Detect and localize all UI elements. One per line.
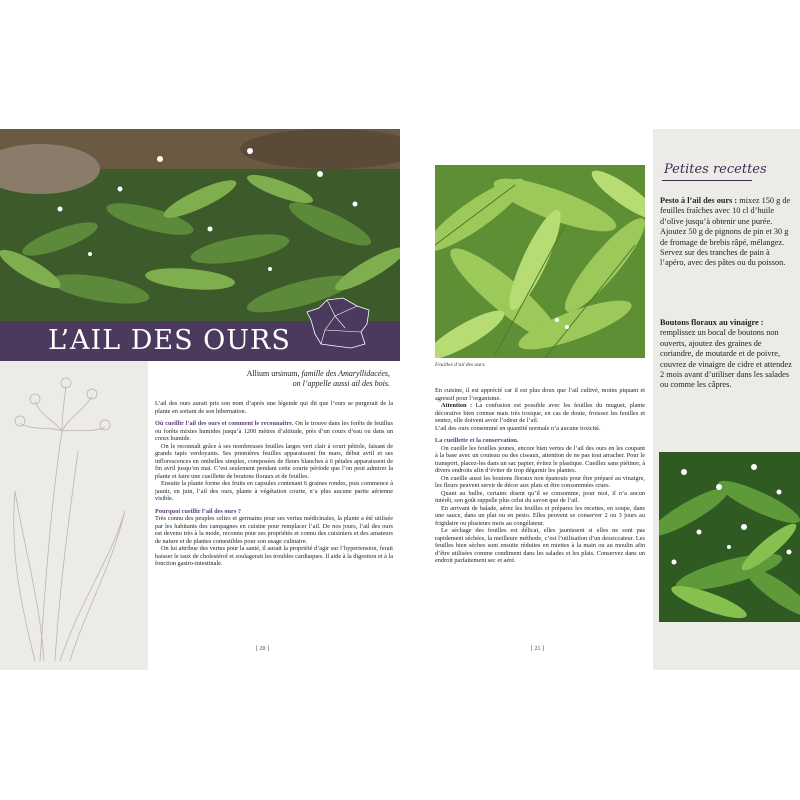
botanical-illustration xyxy=(0,361,148,670)
sidebar-photo-flowers xyxy=(659,452,800,622)
heading-where-text: On le trouve dans les forêts de feuillus ou forêts mixtes humides jusqu’à 1200 mètres d’altitude, près d’un cours d’eau ou dans un creux humide. xyxy=(155,420,393,442)
page-number-right: [ 21 ] xyxy=(531,646,544,652)
heading-why: Pourquoi cueillir l’ail des ours ? xyxy=(155,507,242,515)
paragraph-celtes: Très connu des peuples celtes et germains pour ses vertus médicinales, la plante a été utilisée par les habitants des campagnes en cuisine pour remplacer l’ail. De nos jours, l’ail des ours est devenu très à la mode, reconnu pour ses propriétés et connu des cuisiniers et des amateurs de nature et de plantes comestibles pour son usage culinaire. xyxy=(155,515,393,545)
paragraph-attention xyxy=(435,402,645,425)
latin-name-text: Allium ursinum, xyxy=(246,369,300,378)
recipe-pesto xyxy=(660,196,795,269)
paragraph-boutons: On cueille aussi les boutons floraux non épanouis pour être préparé au vinaigre, les fleurs peuvent servir de décor aux plats et être consommées crues. xyxy=(435,474,645,489)
page-title: L’AIL DES OURS xyxy=(48,325,291,356)
recipe-boutons-title: Boutons floraux au vinaigre : xyxy=(660,318,764,327)
paragraph-cuisine: En cuisine, il est apprécié car il est plus doux que l’ail cultivé, moins piquant et agressif pour l’organisme. xyxy=(435,387,645,402)
sidebar-photo-graphic xyxy=(659,452,800,622)
leaves-photo-graphic xyxy=(435,165,645,358)
left-column-text xyxy=(155,400,393,568)
family-text: famille des Amaryllidacées, xyxy=(301,369,390,378)
heading-where-title: Où cueillir l’ail des ours et comment le reconnaître. xyxy=(155,420,294,427)
paragraph-cueillir: On cueille les feuilles jeunes, encore bien vertes de l’ail des ours en les coupant à la base avec un couteau ou des ciseaux, attention de ne pas tout arracher. Pour le transport, placez-les dans un sac papier, évitez le plastique. Cueillez sans piétiner, à divers endroits afin d’éviter de trop dégarnir les plantes. xyxy=(435,444,646,474)
hero-photo-wild-garlic xyxy=(0,129,400,321)
hero-photo-graphic xyxy=(0,129,400,321)
alias-text: on l’appelle aussi ail des bois. xyxy=(292,379,390,388)
right-column-text xyxy=(435,387,645,565)
page-number-left: [ 20 ] xyxy=(256,646,269,652)
recipes-title: Petites recettes xyxy=(664,162,767,177)
paragraph-recognize: On le reconnaît grâce à ses nombreuses feuilles larges vert clair à court pétiole, faisant de grands tapis verdoyants. Ses premières feuilles apparaissent fin mars, début avril et ses inflorescences en ombelles simples, composées de fleurs blanches à 6 pétales apparaissent de fin avril jusqu’en mai. C’est seulement pendant cette courte période que l’on peut admirer la plante et faire une cueillette de boutons floraux et de feuilles. xyxy=(155,442,393,480)
attention-label: Attention : xyxy=(441,402,473,409)
paragraph-health: On lui attribue des vertus pour la santé, il aurait la propriété d’agir sur l’hypertension, ferait baisser le taux de cholestérol et soulagerait les troubles cardiaques. Il aide à la digestion et à la fonction gastro-intestinale. xyxy=(155,545,393,567)
botanical-strip xyxy=(0,361,148,670)
recipe-boutons xyxy=(660,318,795,391)
photo-caption: Feuilles d’ail des ours. xyxy=(435,362,486,368)
recipes-title-underline xyxy=(662,180,752,181)
recipe-pesto-text: mixez 150 g de feuilles fraîches avec 10 cl d’huile d’olive jusqu’à obtenir une purée. Ajoutez 50 g de pignons de pin et 30 g de fromage de brebis râpé, mélangez. Servez sur des tranches de pain à l’apéro, avec des pâtes ou du poisson. xyxy=(660,196,791,268)
recipe-pesto-title: Pesto à l’ail des ours : xyxy=(660,196,738,205)
heading-cueillette: La cueillette et la conservation. xyxy=(435,437,519,444)
paragraph-sechage: Le séchage des feuilles est délicat, elles jaunissent si elles ne sont pas rapidement séchées, la meilleure méthode, c’est l’utilisation d’un dessiccateur. Les feuilles bien sèches sont ensuite réduites en miettes à la main ou au moulin afin d’être utilisées comme condiment dans les salades et les plats. Conservez dans un endroit parfaitement sec et aéré. xyxy=(435,527,645,564)
paragraph-toxicity: L’ail des ours consommé en quantité normale n’a aucune toxicité. xyxy=(435,424,601,432)
france-map-icon xyxy=(305,296,375,351)
attention-text: La confusion est possible avec les feuilles du muguet, plante décorative bien connue mais très toxique, en cas de doute, froissez les feuilles et sentez, elle doivent avoir l’odeur de l’ail. xyxy=(435,402,645,424)
intro-paragraph: L’ail des ours aurait pris son nom d’après une légende qui dit que l’ours se purgerait de la plante en sortant de son hibernation. xyxy=(155,400,393,415)
paragraph-fruits: Ensuite la plante forme des fruits en capsules contenant 6 graines rondes, puis commence à jaunir, en juin, l’ail des ours, plante à végétation courte, n’a plus aucune partie aérienne visible. xyxy=(155,480,393,502)
recipe-boutons-text: remplissez un bocal de boutons non ouverts, ajoutez des graines de coriandre, de moutarde et de poivre, couvrez de vinaigre de cidre et attendez 2 mois avant d’utiliser dans les salades ou comme les câpres. xyxy=(660,328,792,390)
leaves-photo xyxy=(435,165,645,358)
paragraph-balade: En arrivant de balade, aérez les feuilles et préparez les recettes, en soupe, dans une sauce, dans un plat ou en pesto. Elles peuvent se conserver 2 ou 3 jours au frigidaire ou plusieurs mois au congélateur. xyxy=(435,504,645,527)
heading-where xyxy=(155,420,393,443)
latin-name xyxy=(180,369,390,389)
paragraph-bulbe: Quant au bulbe, certains disent qu’il se consomme, pour moi, il n’a aucun intérêt, son goût rappelle plus celui du savon que de l’ail. xyxy=(435,489,645,504)
